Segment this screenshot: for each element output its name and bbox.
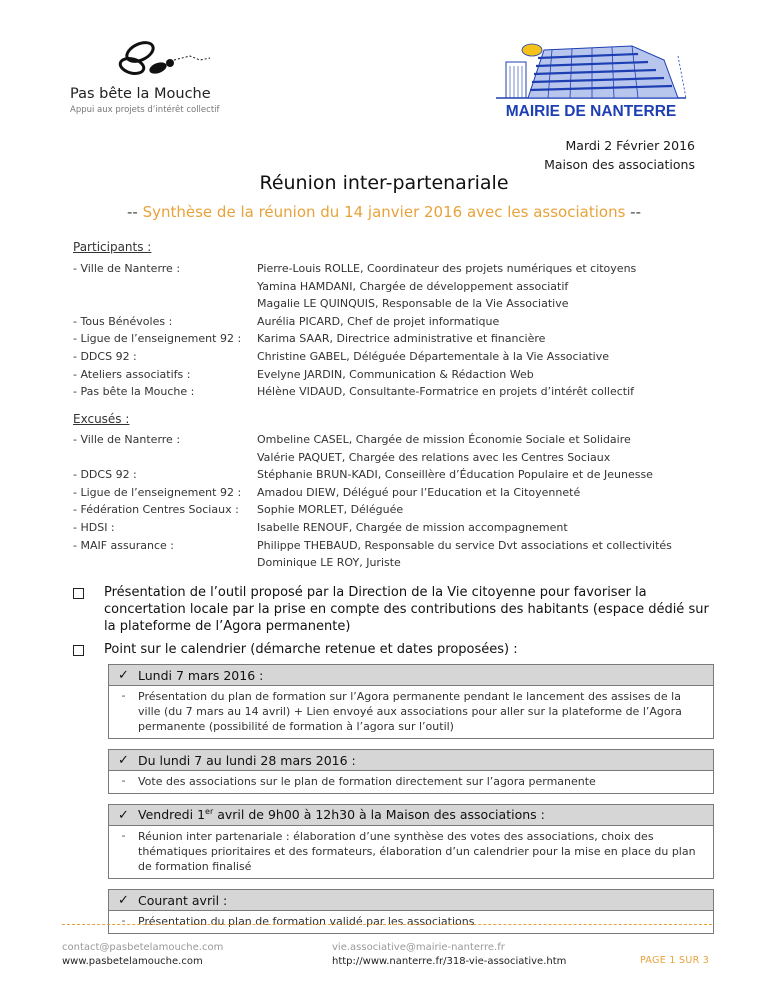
excuse-row — [73, 501, 713, 519]
excuse-row — [73, 519, 713, 537]
agenda-item-2 — [73, 641, 713, 658]
excuse-names: Stéphanie BRUN-KADI, Conseillère d’Éducation Populaire et de Jeunesse — [257, 468, 653, 482]
meeting-meta — [544, 136, 695, 174]
excuse-names: Philippe THEBAUD, Responsable du service Dvt associations et collectivités — [257, 538, 672, 552]
event-label: Lundi 7 mars 2016 : — [138, 667, 264, 683]
excuse-row — [73, 484, 713, 502]
excuse-org: - DDCS 92 : — [73, 468, 137, 482]
event-header — [109, 665, 713, 686]
participant-org: - Ligue de l’enseignement 92 : — [73, 332, 242, 346]
agenda-item-1 — [73, 584, 713, 635]
participant-names: Evelyne JARDIN, Communication & Rédaction Web — [257, 367, 534, 381]
document-title: Réunion inter-partenariale — [259, 172, 509, 194]
event-dash: - — [121, 829, 126, 842]
excuses-heading: Excusés : — [73, 412, 130, 426]
participant-org: - DDCS 92 : — [73, 349, 137, 363]
check-icon: ✓ — [118, 892, 129, 908]
event-header — [109, 750, 713, 771]
excuse-names: Ombeline CASEL, Chargée de mission Économie Sociale et Solidaire — [257, 433, 631, 446]
footer-right — [332, 941, 566, 969]
participant-names: Pierre-Louis ROLLE, Coordinateur des projets numériques et citoyens — [257, 262, 637, 275]
participant-org — [73, 295, 257, 313]
excuse-row — [73, 449, 713, 467]
participant-org: - Ville de Nanterre : — [73, 262, 181, 275]
agenda-item-text: Présentation de l’outil proposé par la Direction de la Vie citoyenne pour favoriser la concertation locale par la prise en compte des contributions des habitants (espace dédié sur la plateforme de l’Agora permanente) — [104, 585, 709, 634]
subtitle-dash-right: -- — [630, 203, 641, 221]
participant-names: Karima SAAR, Directrice administrative et financière — [257, 332, 546, 346]
event-body — [109, 826, 713, 878]
excuse-org: - Fédération Centres Sociaux : — [73, 503, 239, 517]
org-logo — [70, 38, 250, 116]
excuse-org: - Ligue de l’enseignement 92 : — [73, 485, 242, 499]
footer-email-right[interactable]: vie.associative@mairie-nanterre.fr — [332, 942, 505, 953]
footer-email-left[interactable]: contact@pasbetelamouche.com — [62, 942, 224, 953]
mairie-logo — [492, 40, 690, 120]
participant-row — [73, 295, 713, 313]
footer-web-right[interactable]: http://www.nanterre.fr/318-vie-associative.htm — [332, 956, 567, 967]
calendar-event — [108, 664, 714, 739]
event-description: Vote des associations sur le plan de formation directement sur l’agora permanente — [138, 775, 596, 788]
event-dash: - — [121, 689, 126, 702]
excuse-org: - Ville de Nanterre : — [73, 433, 181, 446]
excuse-org — [73, 554, 257, 572]
excuse-names: Isabelle RENOUF, Chargée de mission accompagnement — [257, 520, 568, 534]
event-description: Présentation du plan de formation validé par les associations — [138, 915, 475, 928]
event-label-sup: er — [205, 807, 214, 817]
fly-icon — [110, 38, 220, 86]
event-label: Du lundi 7 au lundi 28 mars 2016 : — [138, 752, 356, 768]
checkbox-bullet-icon — [73, 588, 84, 599]
checkbox-bullet-icon — [73, 645, 84, 656]
participant-row — [73, 348, 713, 366]
participant-org: - Ateliers associatifs : — [73, 367, 191, 381]
footer-divider — [62, 924, 712, 925]
participant-row — [73, 278, 713, 296]
participant-names: Hélène VIDAUD, Consultante-Formatrice en projets d’intérêt collectif — [257, 385, 635, 399]
participant-row — [73, 330, 713, 348]
page-number: PAGE 1 SUR 3 — [640, 955, 710, 966]
excuse-row — [73, 466, 713, 484]
event-label-post: avril de 9h00 à 12h30 à la Maison des associations : — [213, 807, 545, 823]
excuse-org: - MAIF assurance : — [73, 538, 174, 552]
event-header — [109, 890, 713, 911]
event-dash: - — [121, 774, 126, 787]
event-label: Courant avril : — [138, 892, 228, 908]
participants-heading: Participants : — [73, 240, 152, 254]
footer-left — [62, 941, 223, 969]
building-icon — [492, 40, 690, 102]
event-body — [109, 911, 713, 933]
excuse-names: Valérie PAQUET, Chargée des relations avec les Centres Sociaux — [257, 450, 611, 464]
event-body — [109, 686, 713, 738]
footer-web-left[interactable]: www.pasbetelamouche.com — [62, 956, 203, 967]
participant-row — [73, 260, 713, 278]
org-tagline: Appui aux projets d’intérêt collectif — [70, 105, 220, 115]
event-label-pre: Vendredi 1 — [138, 807, 206, 823]
calendar-event — [108, 804, 714, 879]
participant-names: Aurélia PICARD, Chef de projet informatique — [257, 314, 500, 328]
excuse-names: Dominique LE ROY, Juriste — [257, 556, 401, 570]
check-icon: ✓ — [118, 752, 129, 768]
participant-row — [73, 313, 713, 331]
participant-org — [73, 278, 257, 296]
excuse-names: Sophie MORLET, Déléguée — [257, 503, 404, 517]
excuse-names: Amadou DIEW, Délégué pour l’Education et la Citoyenneté — [257, 485, 581, 499]
excuse-row — [73, 431, 713, 449]
participant-org: - Tous Bénévoles : — [73, 314, 173, 328]
calendar-table — [108, 664, 714, 944]
excuse-org: - HDSI : — [73, 520, 115, 534]
meeting-date: Mardi 2 Février 2016 — [565, 138, 695, 153]
subtitle-dash-left: -- — [126, 203, 138, 221]
meeting-place: Maison des associations — [544, 157, 695, 172]
event-description: Réunion inter partenariale : élaboration d’une synthèse des votes des associations, choix des thématiques prioritaires et des formateurs, élaboration d’un calendrier pour la mise en place du plan de formation finalisé — [138, 830, 696, 873]
excuse-row — [73, 537, 713, 555]
participants-list — [73, 260, 713, 401]
participant-names: Christine GABEL, Déléguée Départementale à la Vie Associative — [257, 349, 610, 363]
excuse-row — [73, 554, 713, 572]
calendar-event — [108, 889, 714, 934]
excuse-org — [73, 449, 257, 467]
participant-names: Yamina HAMDANI, Chargée de développement associatif — [257, 279, 569, 293]
event-dash: - — [121, 914, 126, 927]
event-description: Présentation du plan de formation sur l’Agora permanente pendant le lancement des assises de la ville (du 7 mars au 14 avril) + Lien envoyé aux associations pour aller sur la plateforme de l’Agora permanente (possibilité de formation à l’agora sur l’outil) — [138, 690, 682, 733]
excuses-list — [73, 431, 713, 572]
check-icon: ✓ — [118, 807, 129, 823]
org-name: Pas bête la Mouche — [70, 86, 211, 102]
participant-row — [73, 366, 713, 384]
participant-row — [73, 383, 713, 401]
subtitle-text: Synthèse de la réunion du 14 janvier 2016 avec les associations — [142, 203, 626, 221]
calendar-event — [108, 749, 714, 794]
event-body — [109, 771, 713, 793]
event-label — [138, 807, 545, 822]
check-icon: ✓ — [118, 667, 129, 683]
document-subtitle — [0, 203, 768, 221]
participant-names: Magalie LE QUINQUIS, Responsable de la Vie Associative — [257, 297, 569, 311]
agenda-item-text: Point sur le calendrier (démarche retenue et dates proposées) : — [104, 642, 518, 657]
event-header — [109, 805, 713, 826]
mairie-label: MAIRIE DE NANTERRE — [505, 103, 677, 120]
participant-org: - Pas bête la Mouche : — [73, 385, 195, 399]
